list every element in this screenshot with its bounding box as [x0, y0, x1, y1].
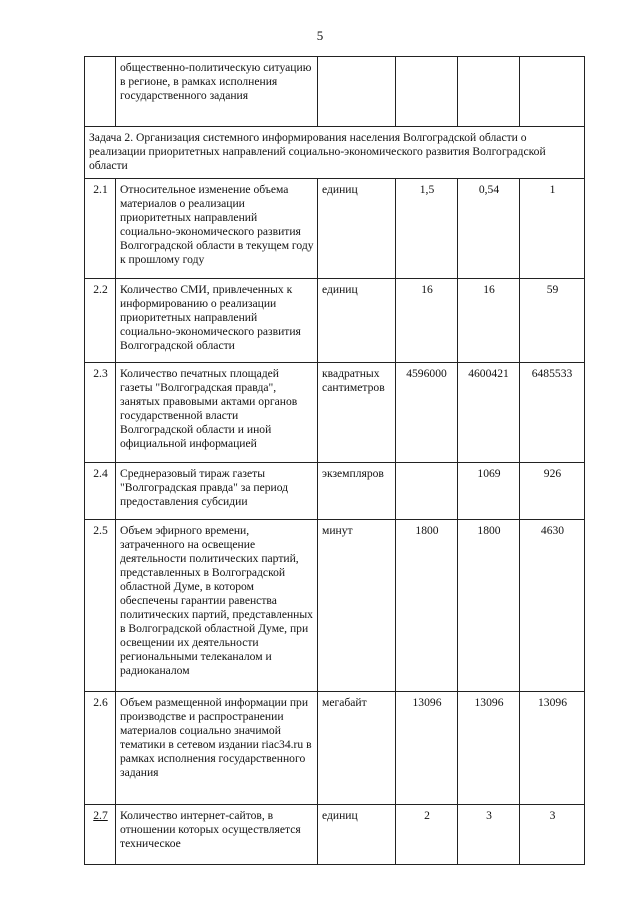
cell-value-3: 59 [520, 279, 585, 363]
cell-unit: квадратных сантиметров [318, 363, 396, 463]
table-row [85, 179, 585, 279]
table-row [85, 279, 585, 363]
cell-unit [318, 57, 396, 127]
cell-unit: единиц [318, 805, 396, 865]
cell-unit: экземпляров [318, 463, 396, 520]
cell-indicator-name: Количество печатных площадей газеты "Волгоградская правда", занятых правовыми актами органов государственной власти Волгоградской области и иной официальной информацией [116, 363, 318, 463]
cell-value-2: 1069 [458, 463, 520, 520]
indicators-table [84, 56, 585, 865]
cell-value-1 [396, 463, 458, 520]
cell-value-3: 13096 [520, 692, 585, 805]
table-row [85, 463, 585, 520]
cell-value-1: 2 [396, 805, 458, 865]
cell-indicator-name: общественно-политическую ситуацию в регионе, в рамках исполнения государственного задания [116, 57, 318, 127]
cell-value-3: 1 [520, 179, 585, 279]
cell-indicator-name: Количество СМИ, привлеченных к информированию о реализации приоритетных направлений социально-экономического развития Волгоградской области [116, 279, 318, 363]
cell-value-2: 3 [458, 805, 520, 865]
cell-num [85, 805, 116, 865]
page-number: 5 [316, 28, 324, 43]
cell-num: 2.3 [85, 363, 116, 463]
table-row [85, 805, 585, 865]
cell-unit: минут [318, 520, 396, 692]
cell-num: 2.1 [85, 179, 116, 279]
cell-value-3: 4630 [520, 520, 585, 692]
cell-value-1: 13096 [396, 692, 458, 805]
cell-indicator-name: Среднеразовый тираж газеты "Волгоградская правда" за период предоставления субсидии [116, 463, 318, 520]
row-number-underlined: 2.7 [93, 809, 108, 822]
cell-num: 2.2 [85, 279, 116, 363]
cell-indicator-name: Относительное изменение объема материалов о реализации приоритетных направлений социально-экономического развития Волгоградской области в текущем году к прошлому году [116, 179, 318, 279]
cell-value-1: 1,5 [396, 179, 458, 279]
cell-num: 2.6 [85, 692, 116, 805]
cell-value-1: 16 [396, 279, 458, 363]
cell-value-2: 0,54 [458, 179, 520, 279]
table-row [85, 692, 585, 805]
cell-value-3: 926 [520, 463, 585, 520]
table-row-task-2 [85, 127, 585, 179]
cell-value-3: 6485533 [520, 363, 585, 463]
table-row-continuation [85, 57, 585, 127]
cell-value-3: 3 [520, 805, 585, 865]
cell-indicator-name: Количество интернет-сайтов, в отношении которых осуществляется техническое [116, 805, 318, 865]
cell-indicator-name: Объем эфирного времени, затраченного на освещение деятельности политических партий, представленных в Волгоградской областной Думе, в котором обеспечены гарантии равенства политических партий, представленных в Волгоградской областной Думе, при освещении их деятельности региональными телеканалом и радиоканалом [116, 520, 318, 692]
cell-value-1: 4596000 [396, 363, 458, 463]
task-2-heading: Задача 2. Организация системного информирования населения Волгоградской области о реализации приоритетных направлений социально-экономического развития Волгоградской области [85, 127, 585, 179]
table-row [85, 520, 585, 692]
cell-unit: мегабайт [318, 692, 396, 805]
cell-value-2: 1800 [458, 520, 520, 692]
cell-unit: единиц [318, 279, 396, 363]
cell-value-3 [520, 57, 585, 127]
cell-value-2: 4600421 [458, 363, 520, 463]
cell-unit: единиц [318, 179, 396, 279]
cell-value-1 [396, 57, 458, 127]
cell-num [85, 57, 116, 127]
cell-value-2 [458, 57, 520, 127]
cell-num: 2.4 [85, 463, 116, 520]
cell-num: 2.5 [85, 520, 116, 692]
table-row [85, 363, 585, 463]
cell-value-1: 1800 [396, 520, 458, 692]
cell-value-2: 13096 [458, 692, 520, 805]
cell-value-2: 16 [458, 279, 520, 363]
cell-indicator-name: Объем размещенной информации при производстве и распространении материалов социально значимой тематики в сетевом издании riac34.ru в рамках исполнения государственного задания [116, 692, 318, 805]
